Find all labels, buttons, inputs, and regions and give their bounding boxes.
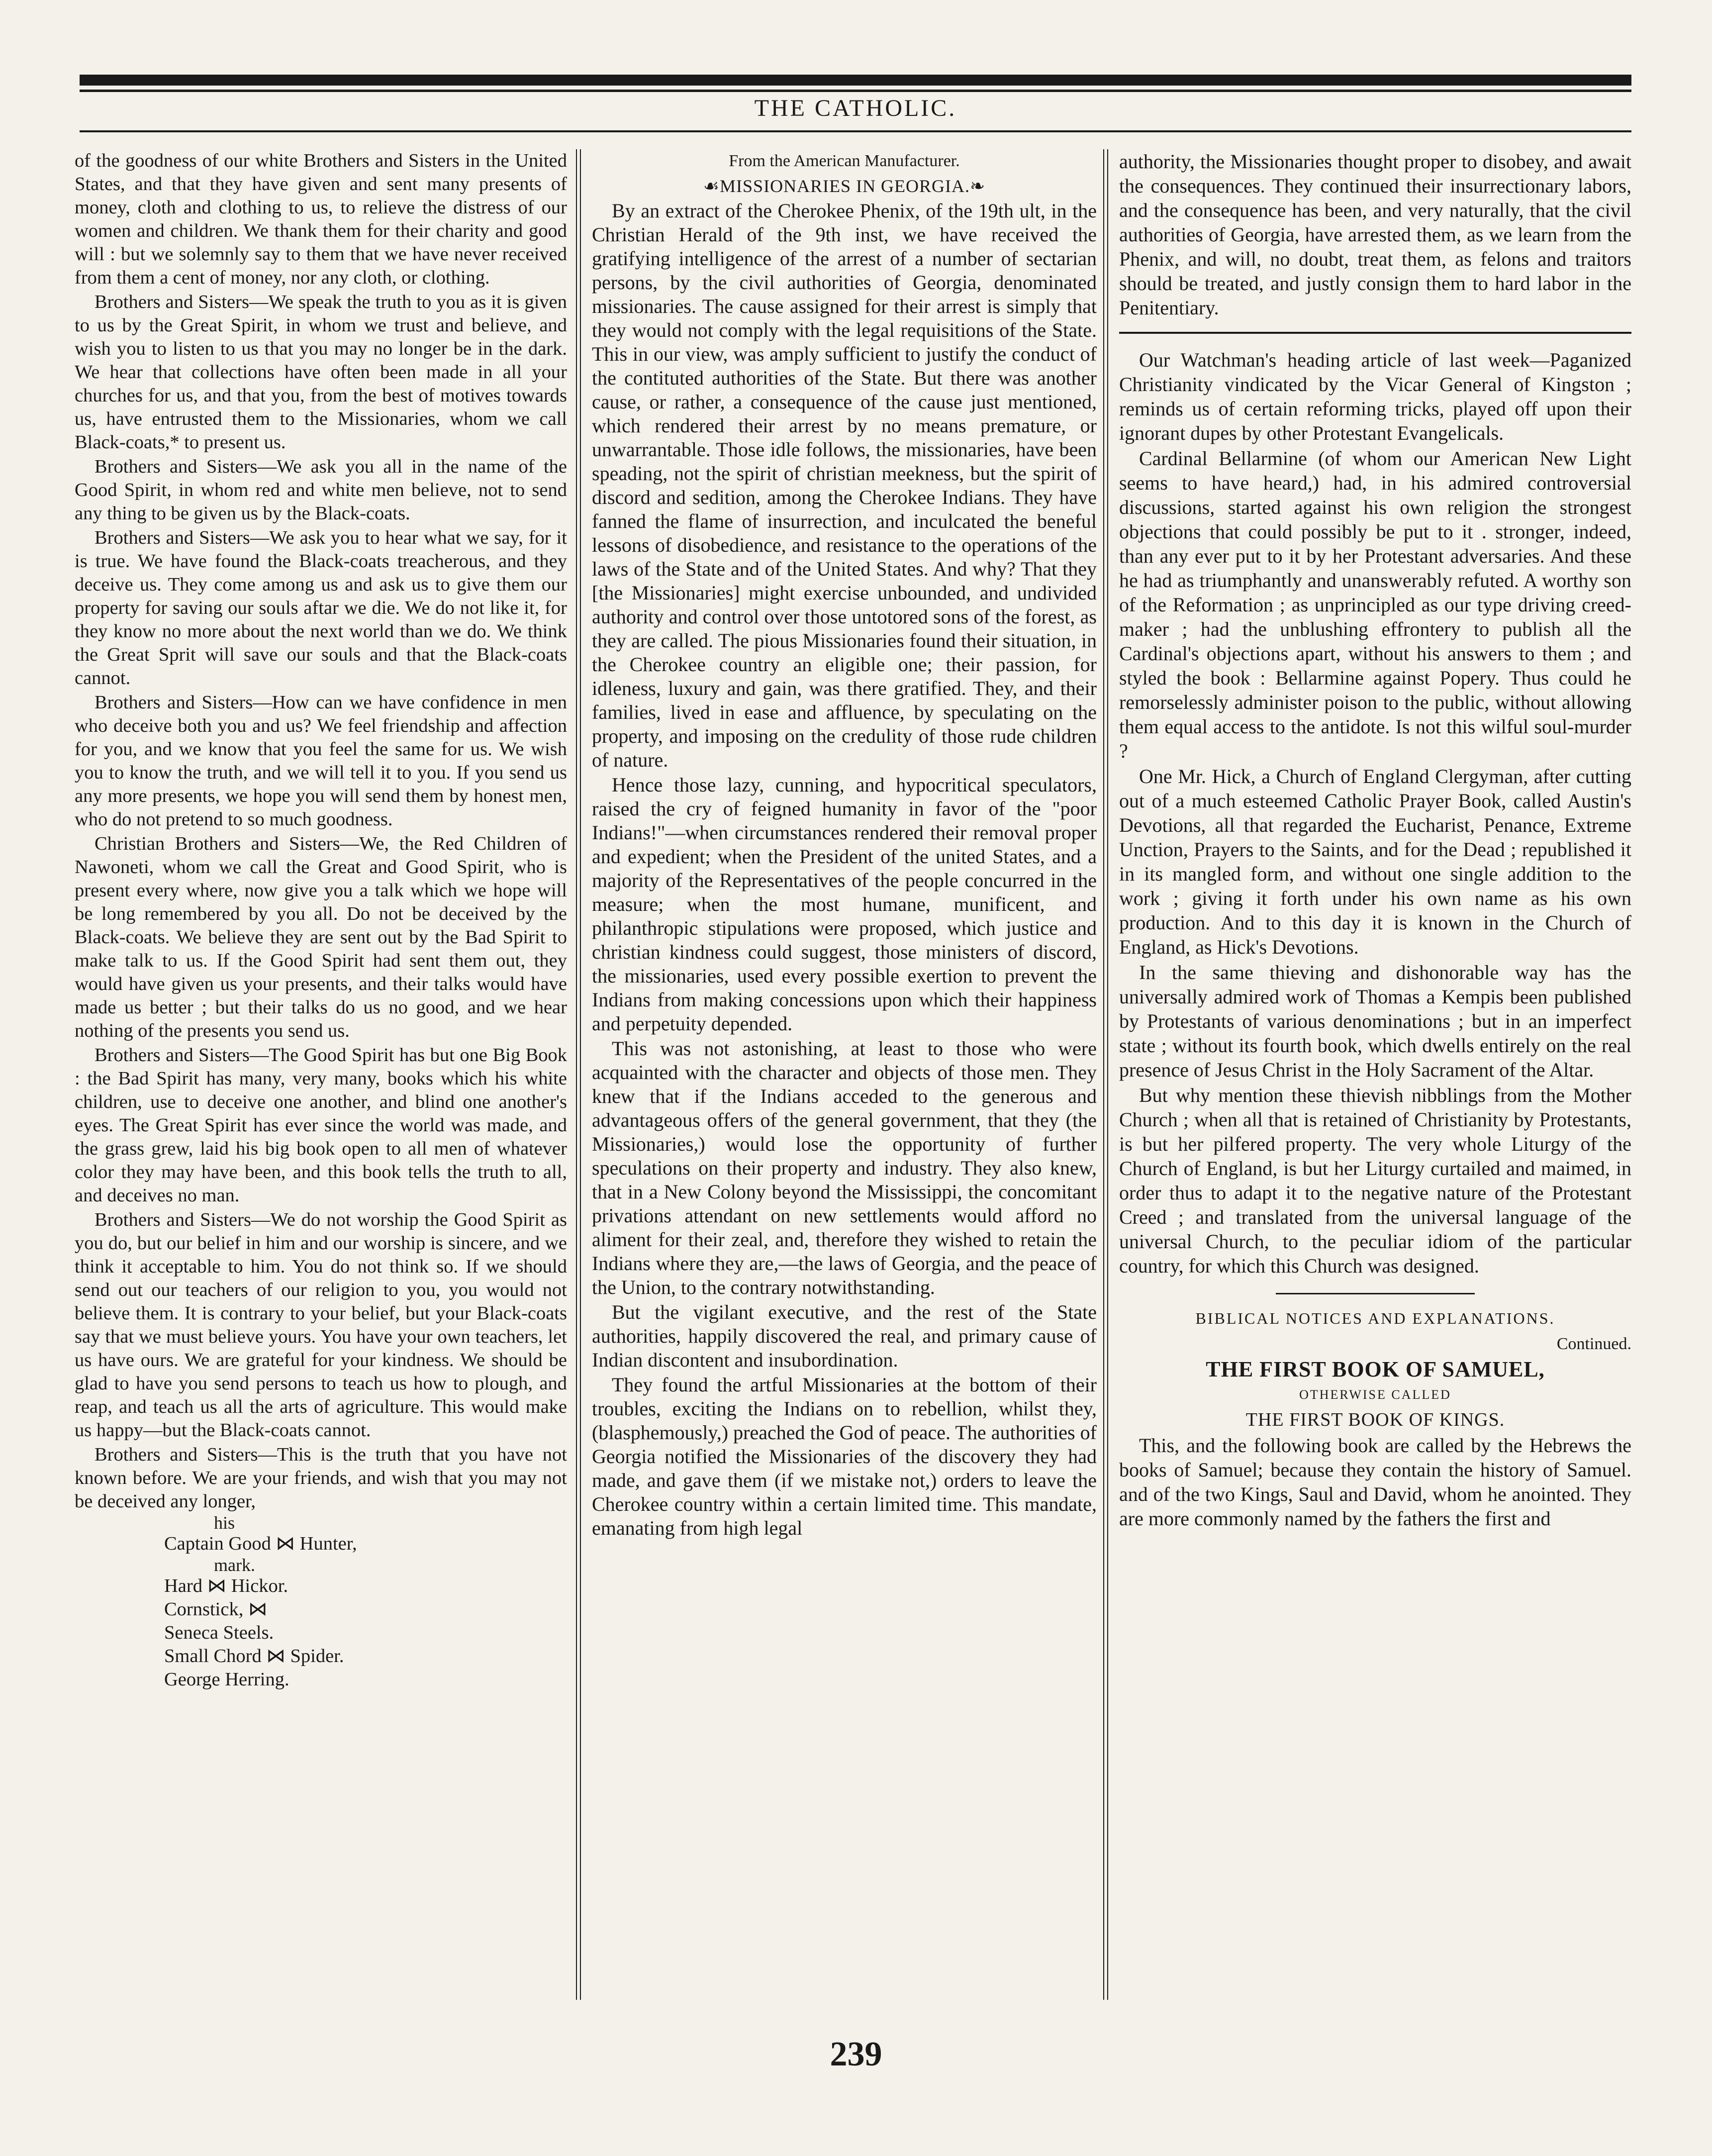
paragraph: Brothers and Sisters—This is the truth that you have not known before. We are your friends, and wish that you may not be deceived any longer, [75,1444,567,1512]
short-separator [1276,1293,1475,1294]
paragraph: Our Watchman's heading article of last week—Paganized Christianity vindicated by the Vicar General of Kingston ; reminds us of certain reforming tricks, played off upon their ignorant dupes by other Protestant Evangelicals. [1119,349,1631,444]
column-left [75,149,567,1691]
paragraph: authority, the Missionaries thought proper to disobey, and await the consequences. They continued their insurrectionary labors, and the consequence has been, and very naturally, that the civil authorities of Georgia, have arrested them, as we learn from the Phenix, and will, no doubt, treat them, as felons and traitors should be treated, and justly consign them to hard labor in the Penitentiary. [1119,150,1631,319]
signature-name: Hard ⋈ Hickor. [164,1575,288,1596]
book-title: THE FIRST BOOK OF SAMUEL, [1206,1357,1545,1381]
header-rule [80,130,1631,132]
signature-name: George Herring. [164,1669,289,1690]
paragraph: Brothers and Sisters—We do not worship the Good Spirit as you do, but our belief in him and our worship is sincere, and we think it acceptable to him. You do not think so. If we should send out our teachers of our religion to you, you would not believe them. It is contrary to your belief, but your Black-coats say that we must believe yours. You have your own teachers, let us have ours. We are grateful for your kindness. We should be glad to have you send persons to teach us how to plough, and reap, and teach us all the arts of agriculture. This would make us happy—but the Black-coats cannot. [75,1209,567,1441]
article-source: From the American Manufacturer. [729,152,960,170]
signature-name: Cornstick, ⋈ [164,1599,268,1620]
paragraph: Brothers and Sisters—How can we have confidence in men who deceive both you and us? We feel friendship and affection for you, and we know that you feel the same for us. We wish you to know the truth, and we will tell it to you. If you send us any more presents, we hope you will send them by honest men, who do not pretend to so much goodness. [75,692,567,830]
continued-note: Continued. [1556,1335,1631,1353]
paragraph: Brothers and Sisters—We ask you all in the name of the Good Spirit, in whom red and white men believe, not to send any thing to be given us by the Black-coats. [75,456,567,524]
signature-name: Seneca Steels. [164,1622,274,1643]
column-divider-1 [576,149,581,2000]
top-thick-rule [80,75,1631,86]
column-divider-2 [1103,149,1108,2000]
top-thin-rule [80,90,1631,92]
book-title-alt: THE FIRST BOOK OF KINGS. [1245,1409,1505,1430]
column-middle [592,149,1097,1540]
paragraph: Brothers and Sisters—We speak the truth to you as it is given to us by the Great Spirit, in whom we trust and believe, and wish you to listen to us that you may no longer be in the dark. We hear that collections have often been made in all your churches for us, and that you, from the best of motives towards us, have entrusted them to the Missionaries, whom we call Black-coats,* to present us. [75,292,567,453]
signature-name: Small Chord ⋈ Spider. [164,1646,344,1666]
paragraph: Cardinal Bellarmine (of whom our American New Light seems to have heard,) had, in his admired controversial discussions, started against his own religion the strongest objections that could possibly be put to it . stronger, indeed, than any ever put to it by her Protestant adversaries. And these he had as triumphantly and unanswerably refuted. A worthy son of the Reformation ; as unprincipled as our type driving creed-maker ; had the unblushing effrontery to publish all the Cardinal's objections apart, without his answers to them ; and styled the book : Bellarmine against Popery. Thus could he remorselessly administer poison to the public, without allowing them equal access to the antidote. Is not this wilful soul-murder ? [1119,447,1631,762]
signatures-block [75,1513,567,1691]
paragraph: This was not astonishing, at least to those who were acquainted with the character and objects of those men. They knew that if the Indians acceded to the generous and advantageous offers of the general government, that they (the Missionaries,) would lose the opportunity of further speculations on their property and industry. They also knew, that in a New Colony beyond the Mississippi, the concomitant privations attendant on new settlements would afford no aliment for their zeal, and, therefore they wished to retain the Indians where they are,—the laws of Georgia, and the peace of the Union, to the contrary notwithstanding. [592,1037,1097,1298]
paragraph: They found the artful Missionaries at the bottom of their troubles, exciting the Indians on to rebellion, whilst they, (blasphemously,) preached the God of peace. The authorities of Georgia notified the Missionaries of the discovery they had made, and gave them (if we mistake not,) orders to leave the Cherokee country within a certain limited time. This mandate, emanating from high legal [592,1373,1097,1539]
paragraph: Hence those lazy, cunning, and hypocritical speculators, raised the cry of feigned humanity in favor of the "poor Indians!"—when circumstances rendered their removal proper and expedient; when the President of the united States, and a majority of the Representatives of the people concurred in the measure; when the most humane, munificent, and philanthropic stipulations were proposed, which justice and christian kindness could suggest, those ministers of discord, the missionaries, used every possible exertion to prevent the Indians from making concessions upon which their happiness and perpetuity depended. [592,774,1097,1035]
paragraph: Brothers and Sisters—The Good Spirit has but one Big Book : the Bad Spirit has many, very many, books which his white children, use to deceive one another, and blind one another's eyes. The Great Spirit has ever since the world was made, and the grass grew, laid his big book open to all men of whatever color they may have been, and this book tells the truth to all, and deceives no man. [75,1045,567,1206]
paragraph: One Mr. Hick, a Church of England Clergyman, after cutting out of a much esteemed Catholic Prayer Book, called Austin's Devotions, all that regarded the Eucharist, Penance, Extreme Unction, Prayers to the Saints, and for the Dead ; republished it in its mangled form, and without one single addition to the work ; giving it forth under his own name as his own production. And to this day it is known in the Church of England, as Hick's Devotions. [1119,765,1631,958]
page-number: 239 [830,2035,882,2073]
otherwise-called: OTHERWISE CALLED [1299,1387,1451,1402]
paragraph: But why mention these thievish nibblings from the Mother Church ; when all that is retained of Christianity by Protestants, is but her pilfered property. The very whole Liturgy of the Church of England, is but her Liturgy curtailed and maimed, in order thus to adapt it to the negative nature of the Protestant Creed ; and translated from the universal language of the universal Church, to the peculiar idiom of the particular country, for which this Church was designed. [1119,1084,1631,1277]
signature-name: Captain Good ⋈ Hunter, [164,1533,357,1554]
article-heading: ☙MISSIONARIES IN GEORGIA.❧ [703,176,986,196]
paragraph: of the goodness of our white Brothers and Sisters in the United States, and that they have given and sent many presents of money, cloth and clothing to us, to relieve the distress of our women and children. We thank them for their charity and good will : but we solemnly say to them that we have never received from them a cent of money, nor any cloth, or clothing. [75,150,567,288]
section-separator [1119,332,1631,334]
column-right [1119,149,1631,1531]
signature-his: his [214,1513,235,1533]
running-header: THE CATHOLIC. [754,95,957,121]
paragraph: In the same thieving and dishonorable way has the universally admired work of Thomas a Kempis been published by Protestants of various denominations ; but in an imperfect state ; without its fourth book, which dwells entirely on the real presence of Jesus Christ in the Holy Sacrament of the Altar. [1119,961,1631,1081]
paragraph: But the vigilant executive, and the rest of the State authorities, happily discovered the real, and primary cause of Indian discontent and insubordination. [592,1301,1097,1371]
biblical-heading: BIBLICAL NOTICES AND EXPLANATIONS. [1195,1309,1555,1327]
paragraph: This, and the following book are called by the Hebrews the books of Samuel; because they contain the history of Samuel. and of the two Kings, Saul and David, whom he anointed. They are more commonly named by the fathers the first and [1119,1434,1631,1530]
signature-mark: mark. [214,1555,255,1575]
paragraph: By an extract of the Cherokee Phenix, of the 19th ult, in the Christian Herald of the 9th inst, we have received the gratifying intelligence of the arrest of a number of sectarian persons, by the civil authorities of Georgia, denominated missionaries. The cause assigned for their arrest is simply that they would not comply with the legal requisitions of the State. This in our view, was amply sufficient to justify the conduct of the contituted authorities of the State. But there was another cause, or rather, a consequence of the cause just mentioned, which rendered their arrest by no means premature, or unwarrantable. Those idle follows, the missionaries, have been speading, not the spirit of christian meekness, but the spirit of discord and sedition, among the Cherokee Indians. They have fanned the flame of insurrection, and inculcated the beneful lessons of disobedience, and resistance to the operations of the laws of the State and of the United States. And why? That they [the Missionaries] might exercise unbounded, and undivided authority and control over those untotored sons of the forest, as they are called. The pious Missionaries found their situation, in the Cherokee country an eligible one; their passion, for idleness, luxury and gain, was there gratified. They, and their families, lived in ease and affluence, by speculating on the property, and imposing on the credulity of those rude children of nature. [592,199,1097,771]
paragraph: Brothers and Sisters—We ask you to hear what we say, for it is true. We have found the Black-coats treacherous, and they deceive us. They come among us and ask us to give them our property for saving our souls aftar we die. We do not like it, for they know no more about the next world than we do. We think the Great Sprit will save our souls and that the Black-coats cannot. [75,527,567,688]
paragraph: Christian Brothers and Sisters—We, the Red Children of Nawoneti, whom we call the Great and Good Spirit, who is present every where, now give you a talk which we hope will be long remembered by you all. Do not be deceived by the Black-coats. We believe they are sent out by the Bad Spirit to make talk to us. If the Good Spirit had sent them out, they would have given us your presents, and their talks would have made us better ; but their talks do us no good, and we hear nothing of the presents you send us. [75,833,567,1041]
